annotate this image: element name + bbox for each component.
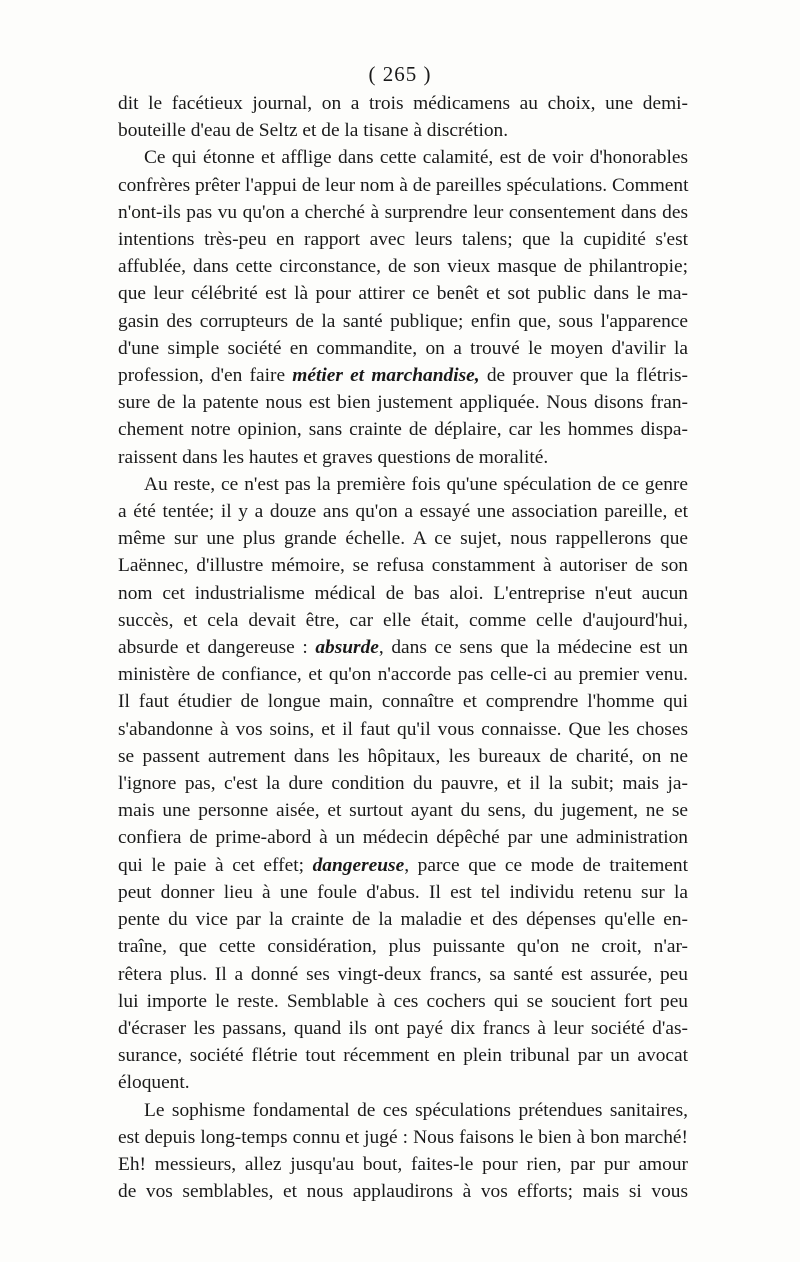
text-line: Au reste, ce n'est pas la première fois qu'une spéculation de ce genre	[144, 473, 688, 495]
text-line: pente du vice par la crainte de la maladie et des dépenses qu'elle en-	[118, 909, 688, 931]
text-segment: absurde et dangereuse :	[118, 637, 316, 659]
paragraph-3	[118, 471, 688, 1097]
text-line: Le sophisme fondamental de ces spéculations prétendues sanitaires,	[144, 1099, 688, 1121]
text-line: Il faut étudier de longue main, connaître et comprendre l'homme qui	[118, 691, 688, 713]
text-line-mixed	[118, 362, 688, 389]
text-line: sure de la patente nous est bien justement appliquée. Nous disons fran-	[118, 392, 688, 414]
text-line: éloquent.	[118, 1072, 190, 1094]
text-line: a été tentée; il y a douze ans qu'on a essayé une association pareille, et	[118, 501, 688, 523]
text-line: chement notre opinion, sans crainte de déplaire, car les hommes dispa-	[118, 419, 688, 441]
text-line: dit le facétieux journal, on a trois médicamens au choix, une demi-	[118, 93, 688, 114]
text-segment: qui le paie à cet effet;	[118, 854, 313, 876]
text-line: mais une personne aisée, et surtout ayant du sens, du jugement, ne se	[118, 800, 688, 822]
text-line: lui importe le reste. Semblable à ces cochers qui se soucient fort peu	[118, 990, 688, 1012]
text-line: ministère de confiance, et qu'on n'accorde pas celle-ci au premier venu.	[118, 664, 688, 686]
text-line: gasin des corrupteurs de la santé publique; enfin que, sous l'apparence	[118, 310, 688, 332]
text-line: se passent autrement dans les hôpitaux, les bureaux de charité, on ne	[118, 745, 688, 767]
text-line: que leur célébrité est là pour attirer ce benêt et sot public dans le ma-	[118, 283, 688, 305]
text-line: l'ignore pas, c'est la dure condition du pauvre, et il la subit; mais ja-	[118, 773, 688, 795]
text-line: succès, et cela devait être, car elle était, comme celle d'aujourd'hui,	[118, 609, 688, 631]
text-line: n'ont-ils pas vu qu'on a cherché à surprendre leur consentement dans des	[118, 201, 688, 223]
text-line: d'écraser les passans, quand ils ont payé dix francs à leur société d'as-	[118, 1017, 688, 1039]
text-line: s'abandonne à vos soins, et il faut qu'il vous connaisse. Que les choses	[118, 718, 688, 740]
text-line: peut donner lieu à une foule d'abus. Il est tel individu retenu sur la	[118, 881, 688, 903]
text-line: nom cet industrialisme médical de bas aloi. L'entreprise n'eut aucun	[118, 582, 688, 604]
text-line: raissent dans les hautes et graves questions de moralité.	[118, 446, 549, 468]
text-line: est depuis long-temps connu et jugé : Nous faisons le bien à bon marché!	[118, 1126, 688, 1148]
text-line: traîne, que cette considération, plus puissante qu'on ne croit, n'ar-	[118, 936, 688, 958]
text-line: affublée, dans cette circonstance, de son vieux masque de philantropie;	[118, 256, 688, 278]
text-line: confrères prêter l'appui de leur nom à de pareilles spéculations. Comment	[118, 174, 689, 196]
text-line: d'une simple société en commandite, on a trouvé le moyen d'avilir la	[118, 337, 688, 359]
emphasis-dangereuse: dangereuse	[312, 854, 405, 876]
text-line-mixed	[118, 634, 688, 661]
text-line: Laënnec, d'illustre mémoire, se refusa constamment à autoriser de son	[118, 555, 688, 577]
text-line: Eh! messieurs, allez jusqu'au bout, faites-le pour rien, par pur amour	[118, 1153, 688, 1175]
text-line: bouteille d'eau de Seltz et de la tisane à discrétion.	[118, 120, 509, 142]
text-line-mixed	[118, 852, 688, 879]
text-line: même sur une plus grande échelle. A ce sujet, nous rappellerons que	[118, 528, 688, 550]
text-segment: , parce que ce mode de traitement	[404, 854, 688, 876]
paragraph-2	[118, 144, 688, 470]
body-text	[118, 90, 688, 1205]
text-line: intentions très-peu en rapport avec leurs talens; que la cupidité s'est	[118, 229, 688, 251]
page-number: ( 265 )	[368, 62, 432, 86]
text-line: de vos semblables, et nous applaudirons à vos efforts; mais si vous	[118, 1181, 688, 1203]
emphasis-metier: métier et marchandise,	[292, 365, 480, 387]
emphasis-absurde: absurde	[315, 637, 379, 659]
paragraph-1	[118, 90, 688, 144]
text-line: surance, société flétrie tout récemment en plein tribunal par un avocat	[118, 1045, 688, 1067]
text-segment: , dans ce sens que la médecine est un	[378, 637, 688, 659]
text-line: rêtera plus. Il a donné ses vingt-deux francs, sa santé est assurée, peu	[118, 963, 688, 985]
text-line: confiera de prime-abord à un médecin dépêché par une administration	[118, 827, 688, 849]
text-segment: de prouver que la flétris-	[479, 365, 688, 387]
text-line: Ce qui étonne et afflige dans cette calamité, est de voir d'honorables	[144, 147, 688, 169]
paragraph-4	[118, 1097, 688, 1206]
text-segment: profession, d'en faire	[118, 365, 293, 387]
